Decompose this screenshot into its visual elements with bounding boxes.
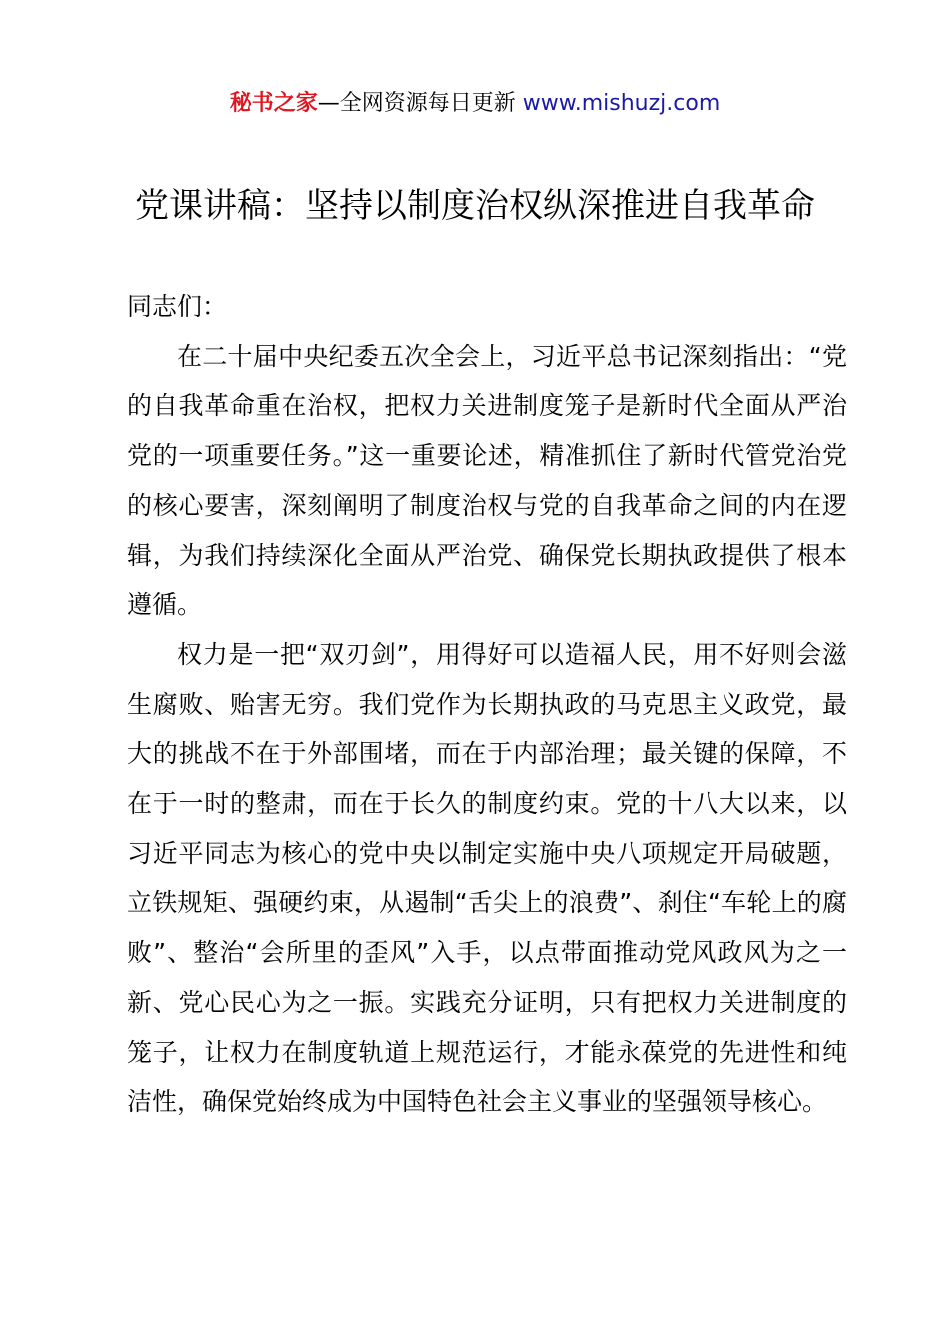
site-url-link[interactable]: www.mishuzj.com [522,91,721,116]
brand-name: 秘书之家 [229,91,318,116]
site-header [0,88,950,120]
document-body [127,282,847,1127]
salutation: 同志们： [127,292,228,321]
header-tagline: —全网资源每日更新 [317,91,516,116]
paragraph-2: 权力是一把“双刃剑”，用得好可以造福人民，用不好则会滋生腐败、贻害无穷。我们党作为长期执政的马克思主义政党，最大的挑战不在于外部围堵，而在于内部治理；最关键的保障，不在于一时的整肃，而在于长久的制度约束。党的十八大以来，以习近平同志为核心的党中央以制定实施中央八项规定开局破题，立铁规矩、强硬约束，从遏制“舌尖上的浪费”、刹住“车轮上的腐败”、整治“会所里的歪风”入手，以点带面推动党风政风为之一新、党心民心为之一振。实践充分证明，只有把权力关进制度的笼子，让权力在制度轨道上规范运行，才能永葆党的先进性和纯洁性，确保党始终成为中国特色社会主义事业的坚强领导核心。 [127,639,847,1117]
page-title: 党课讲稿：坚持以制度治权纵深推进自我革命 [135,186,815,226]
paragraph-1: 在二十届中央纪委五次全会上，习近平总书记深刻指出：“党的自我革命重在治权，把权力关进制度笼子是新时代全面从严治党的一项重要任务。”这一重要论述，精准抓住了新时代管党治党的核心要害，深刻阐明了制度治权与党的自我革命之间的内在逻辑，为我们持续深化全面从严治党、确保党长期执政提供了根本遵循。 [127,341,847,620]
